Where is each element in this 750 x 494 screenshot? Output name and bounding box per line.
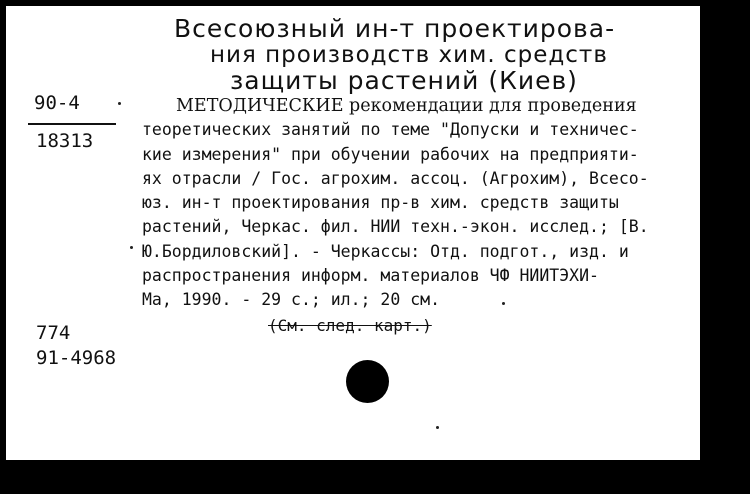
record-line: Ю.Бордиловский]. - Черкассы: Отд. подгот., изд. и [142,241,629,261]
dust-speck [502,302,505,305]
record-line: МЕТОДИЧЕСКИЕ рекомендации для проведения [176,96,637,116]
record-line: растений, Черкас. фил. НИИ техн.-экон. исслед.; [В. [142,217,649,237]
record-line: кие измерения" при обучении рабочих на предприяти- [142,144,639,164]
dust-speck [130,246,133,249]
record-line: Ма, 1990. - 29 с.; ил.; 20 см. [142,290,441,310]
call-number-top: 90-4 [34,92,80,114]
catalog-card [6,6,700,460]
call-number-bottom: 18313 [36,130,94,152]
crossed-out-note: (См. след. карт.) [268,316,432,335]
call-number-divider [28,123,116,125]
handwritten-line-3: защиты растений (Киев) [230,66,578,95]
record-line: теоретических занятий по теме "Допуски и техничес- [142,120,639,140]
call-number-lower-1: 774 [36,322,71,344]
bibliographic-record [142,94,700,313]
punch-hole [346,360,389,403]
dust-speck [436,426,439,429]
record-line: юз. ин-т проектирования пр-в хим. средств защиты [142,193,619,213]
record-line: распространения информ. материалов ЧФ НИИТЭХИ- [142,266,599,286]
call-number-lower-2: 91-4968 [36,347,117,369]
record-line: ях отрасли / Гос. агрохим. ассоц. (Агрохим), Всесо- [142,168,649,188]
handwritten-line-1: Всесоюзный ин-т проектирова- [174,14,616,43]
dust-speck [118,102,121,105]
handwritten-line-2: ния производств хим. средств [210,42,608,68]
